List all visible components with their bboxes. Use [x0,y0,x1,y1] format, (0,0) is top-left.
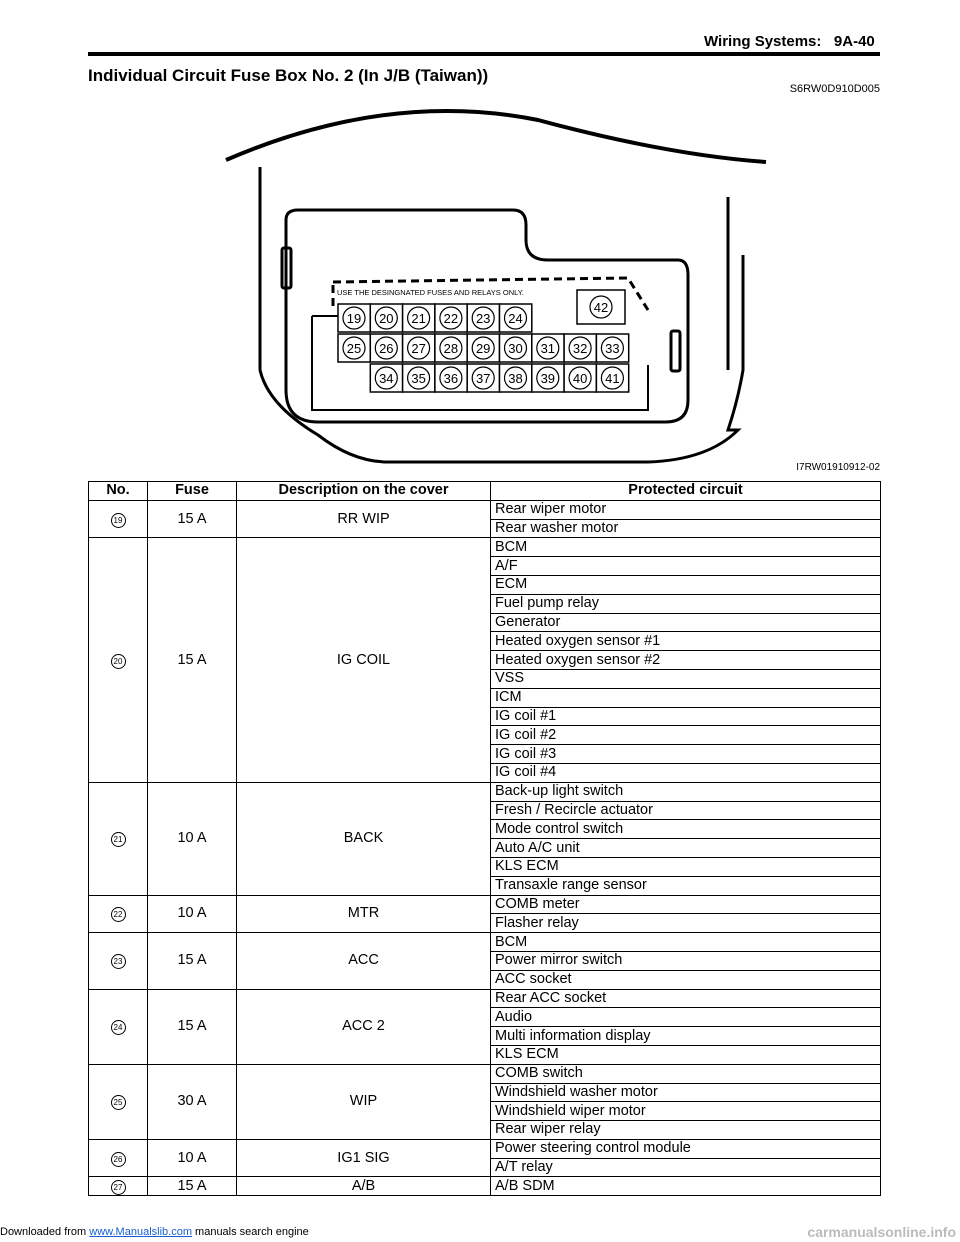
fuse-label-40: 40 [572,371,588,386]
section-title: Individual Circuit Fuse Box No. 2 (In J/B (Taiwan)) [88,66,489,85]
table-row [89,1177,881,1196]
page-header [704,33,875,50]
cell-protected-circuit: IG coil #1 [491,707,881,726]
cell-no [89,1177,148,1196]
cell-protected-circuit: Windshield wiper motor [491,1102,881,1121]
cell-description: A/B [237,1177,491,1196]
fuse-box-diagram [88,100,880,470]
fuse-number-badge: 24 [111,1020,126,1035]
table-row [89,500,881,519]
cell-protected-circuit: A/F [491,557,881,576]
cell-protected-circuit: Generator [491,613,881,632]
fuse-table [88,481,881,1196]
cell-protected-circuit: IG coil #3 [491,745,881,764]
header-rule [88,52,880,56]
fuse-number-badge: 21 [111,832,126,847]
fuse-number-badge: 19 [111,513,126,528]
table-row [89,782,881,801]
fuse-number-badge: 25 [111,1095,126,1110]
cell-description: MTR [237,895,491,933]
cell-protected-circuit: Fuel pump relay [491,594,881,613]
header-fuse: Fuse [148,482,237,501]
header-no: No. [89,482,148,501]
fuse-number-badge: 23 [111,954,126,969]
cell-protected-circuit: ICM [491,688,881,707]
cell-fuse: 15 A [148,538,237,782]
fuse-row-1 [338,304,532,332]
figure-code: I7RW01910912-02 [796,462,880,473]
cell-protected-circuit: Auto A/C unit [491,839,881,858]
cell-no [89,933,148,989]
cell-protected-circuit: ACC socket [491,970,881,989]
cell-protected-circuit: Audio [491,1008,881,1027]
fuse-row-3 [370,364,628,392]
fuse-label-38: 38 [508,371,523,386]
watermark: carmanualsonline.info [807,1224,956,1240]
fuse-label-19: 19 [346,311,362,326]
cell-protected-circuit: COMB switch [491,1064,881,1083]
fuse-label-34: 34 [379,371,394,386]
cell-protected-circuit: VSS [491,669,881,688]
footer-link[interactable]: www.Manualslib.com [89,1226,192,1238]
cell-fuse: 10 A [148,782,237,895]
fuse-label-41: 41 [605,371,620,386]
cell-no [89,500,148,538]
cell-protected-circuit: Rear ACC socket [491,989,881,1008]
fuse-label-24: 24 [508,311,523,326]
right-clip [671,331,680,371]
cell-protected-circuit: Multi information display [491,1027,881,1046]
cell-protected-circuit: Rear washer motor [491,519,881,538]
fuse-label-26: 26 [379,341,394,356]
cell-protected-circuit: Heated oxygen sensor #2 [491,651,881,670]
cell-protected-circuit: IG coil #2 [491,726,881,745]
fuse-label-30: 30 [508,341,523,356]
fuse-number-badge: 26 [111,1152,126,1167]
cell-protected-circuit: ECM [491,575,881,594]
header-protected-circuit: Protected circuit [491,482,881,501]
cell-protected-circuit: IG coil #4 [491,763,881,782]
table-row [89,989,881,1008]
fuse-label-31: 31 [540,341,556,356]
fuse-label-33: 33 [605,341,620,356]
cell-protected-circuit: Windshield washer motor [491,1083,881,1102]
table-row [89,895,881,914]
fuse-row-2 [338,334,629,362]
cover-outline [226,111,766,162]
cell-description: ACC [237,933,491,989]
cell-protected-circuit: BCM [491,933,881,952]
fuse-label-35: 35 [411,371,426,386]
cell-description: BACK [237,782,491,895]
cell-protected-circuit: Power mirror switch [491,951,881,970]
cell-description: IG1 SIG [237,1139,491,1177]
fuse-label-21: 21 [411,311,426,326]
cell-description: RR WIP [237,500,491,538]
cell-protected-circuit: Flasher relay [491,914,881,933]
cell-protected-circuit: KLS ECM [491,1045,881,1064]
cell-no [89,538,148,782]
fuse-label-23: 23 [475,311,491,326]
table-header-row [89,482,881,501]
cell-no [89,1139,148,1177]
cell-protected-circuit: Rear wiper relay [491,1121,881,1140]
table-row [89,1064,881,1083]
fuse-number-badge: 27 [111,1180,126,1195]
cell-no [89,1064,148,1139]
fuse-label-37: 37 [475,371,491,386]
relay-label: 42 [593,300,609,315]
footer-source [0,1226,309,1238]
fuse-label-25: 25 [346,341,362,356]
cell-protected-circuit: Mode control switch [491,820,881,839]
fuse-number-badge: 22 [111,907,126,922]
footer [0,1224,960,1242]
fuse-label-32: 32 [572,341,588,356]
cell-fuse: 15 A [148,989,237,1064]
fuse-label-27: 27 [411,341,426,356]
footer-prefix: Downloaded from [0,1226,90,1238]
cell-protected-circuit: Rear wiper motor [491,500,881,519]
cell-description: IG COIL [237,538,491,782]
cell-fuse: 15 A [148,1177,237,1196]
cell-protected-circuit: KLS ECM [491,857,881,876]
cell-protected-circuit: Power steering control module [491,1139,881,1158]
header-description: Description on the cover [237,482,491,501]
cell-description: WIP [237,1064,491,1139]
header-page-number: 9A-40 [833,33,875,50]
fuse-label-36: 36 [443,371,459,386]
header-section: Wiring Systems: [704,33,822,50]
fuse-number-badge: 20 [111,654,126,669]
table-row [89,933,881,952]
cell-protected-circuit: Heated oxygen sensor #1 [491,632,881,651]
cell-protected-circuit: A/B SDM [491,1177,881,1196]
fuse-label-39: 39 [540,371,556,386]
cover-text: USE THE DESINGNATED FUSES AND RELAYS ONLY. [337,288,524,297]
cell-fuse: 30 A [148,1064,237,1139]
cell-protected-circuit: Fresh / Recircle actuator [491,801,881,820]
cell-description: ACC 2 [237,989,491,1064]
cell-no [89,782,148,895]
table-row [89,538,881,557]
table-body [89,500,881,1195]
cell-no [89,895,148,933]
cell-protected-circuit: BCM [491,538,881,557]
cell-protected-circuit: COMB meter [491,895,881,914]
cell-fuse: 15 A [148,500,237,538]
fuse-label-20: 20 [379,311,394,326]
cell-protected-circuit: A/T relay [491,1158,881,1177]
footer-suffix: manuals search engine [191,1226,309,1238]
cell-fuse: 10 A [148,1139,237,1177]
cell-protected-circuit: Transaxle range sensor [491,876,881,895]
fuse-label-29: 29 [475,341,491,356]
section-code: S6RW0D910D005 [789,83,880,95]
fuse-label-28: 28 [443,341,459,356]
cell-fuse: 15 A [148,933,237,989]
cell-protected-circuit: Back-up light switch [491,782,881,801]
table-row [89,1139,881,1158]
cell-no [89,989,148,1064]
cell-fuse: 10 A [148,895,237,933]
fuse-label-22: 22 [443,311,459,326]
